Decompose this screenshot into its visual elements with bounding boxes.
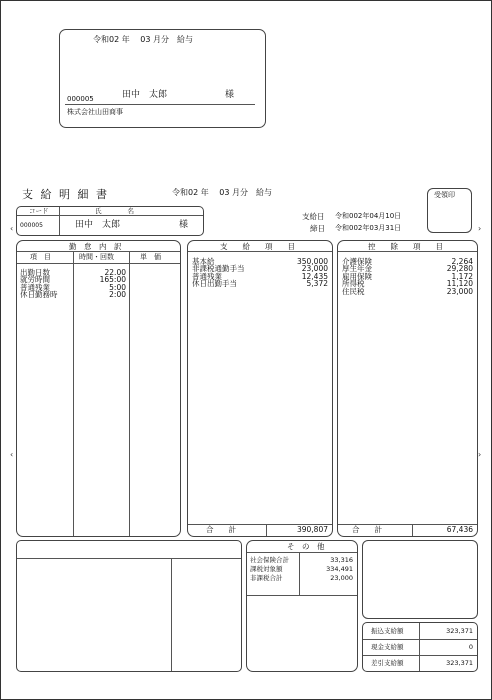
- fold-mark-right-upper-icon: ›: [478, 224, 482, 233]
- summary-label-cash: 現金支給額: [371, 643, 404, 651]
- deduction-values: 2,264 29,280 1,172 11,120 23,000: [446, 257, 473, 296]
- close-date-label: 締日: [310, 224, 325, 233]
- payments-total-label: 合 計: [206, 525, 236, 534]
- attendance-panel: [16, 240, 181, 537]
- slip-title: 支 給 明 細 書: [22, 188, 109, 201]
- deduction-items: 介護保険 厚生年金 雇用保険 所得税 住民税: [342, 257, 372, 296]
- fold-mark-right-lower-icon: ›: [478, 450, 482, 459]
- stamp-label: 受領印: [434, 191, 455, 199]
- payments-total: 390,807: [296, 525, 328, 534]
- summary-label-transfer: 振込支給額: [371, 627, 404, 635]
- other-panel: [246, 540, 358, 672]
- notes-box: [362, 540, 478, 619]
- pay-date: 令和002年04月10日: [335, 212, 402, 220]
- other-items: 社会保険合計 課税対象額 非課税合計: [250, 556, 289, 582]
- code-label: コード: [29, 207, 49, 215]
- other-header: そ の 他: [287, 542, 325, 551]
- payment-values: 350,000 23,000 12,435 5,372: [296, 257, 328, 289]
- summary-value-transfer: 323,371: [446, 627, 473, 635]
- summary-label-net: 差引支給額: [371, 659, 404, 667]
- summary-value-net: 323,371: [446, 659, 473, 667]
- envelope-honorific: 様: [225, 90, 235, 100]
- stamp-box: [427, 188, 472, 233]
- summary-box: [362, 622, 478, 672]
- fold-mark-left-lower-icon: ‹: [10, 450, 14, 459]
- deductions-total-label: 合 計: [352, 525, 382, 534]
- attendance-col-time: 時間・回数: [79, 253, 114, 261]
- payments-header: 支 給 項 目: [220, 242, 295, 251]
- memo-panel: [16, 540, 242, 672]
- summary-value-cash: 0: [468, 643, 473, 651]
- attendance-header: 勤 怠 内 訳: [69, 242, 122, 251]
- fold-mark-left-upper-icon: ‹: [10, 224, 14, 233]
- deductions-panel: [337, 240, 478, 537]
- payments-panel: [187, 240, 333, 537]
- slip-period: 令和02 年 03 月分 給与: [172, 188, 272, 197]
- employee-honorific: 様: [179, 220, 189, 230]
- pay-date-label: 支給日: [302, 212, 325, 221]
- attendance-items: 出勤日数 就労時間 普通残業 休日勤務時: [20, 268, 58, 300]
- envelope-code: 000005: [67, 95, 94, 103]
- attendance-values: 22.00 165:00 5:00 2:00: [99, 268, 126, 300]
- attendance-col-rate: 単 価: [140, 253, 161, 261]
- employee-name: 田中 太郎: [75, 220, 121, 230]
- attendance-col-item: 項 目: [30, 253, 51, 261]
- deductions-total: 67,436: [446, 525, 473, 534]
- employee-box: [16, 206, 204, 236]
- address-window: [59, 29, 266, 128]
- name-label: 氏 名: [95, 207, 134, 215]
- deductions-header: 控 除 項 目: [368, 242, 443, 251]
- close-date: 令和002年03月31日: [335, 224, 402, 232]
- envelope-period: 令和02 年 03 月分 給与: [93, 35, 193, 44]
- envelope-name: 田中 太郎: [122, 90, 168, 100]
- payment-items: 基本給 非課税通勤手当 普通残業 休日出勤手当: [192, 257, 245, 289]
- employee-code: 000005: [20, 222, 43, 229]
- envelope-company: 株式会社山田商事: [67, 108, 123, 116]
- other-values: 33,316 334,491 23,000: [326, 556, 353, 582]
